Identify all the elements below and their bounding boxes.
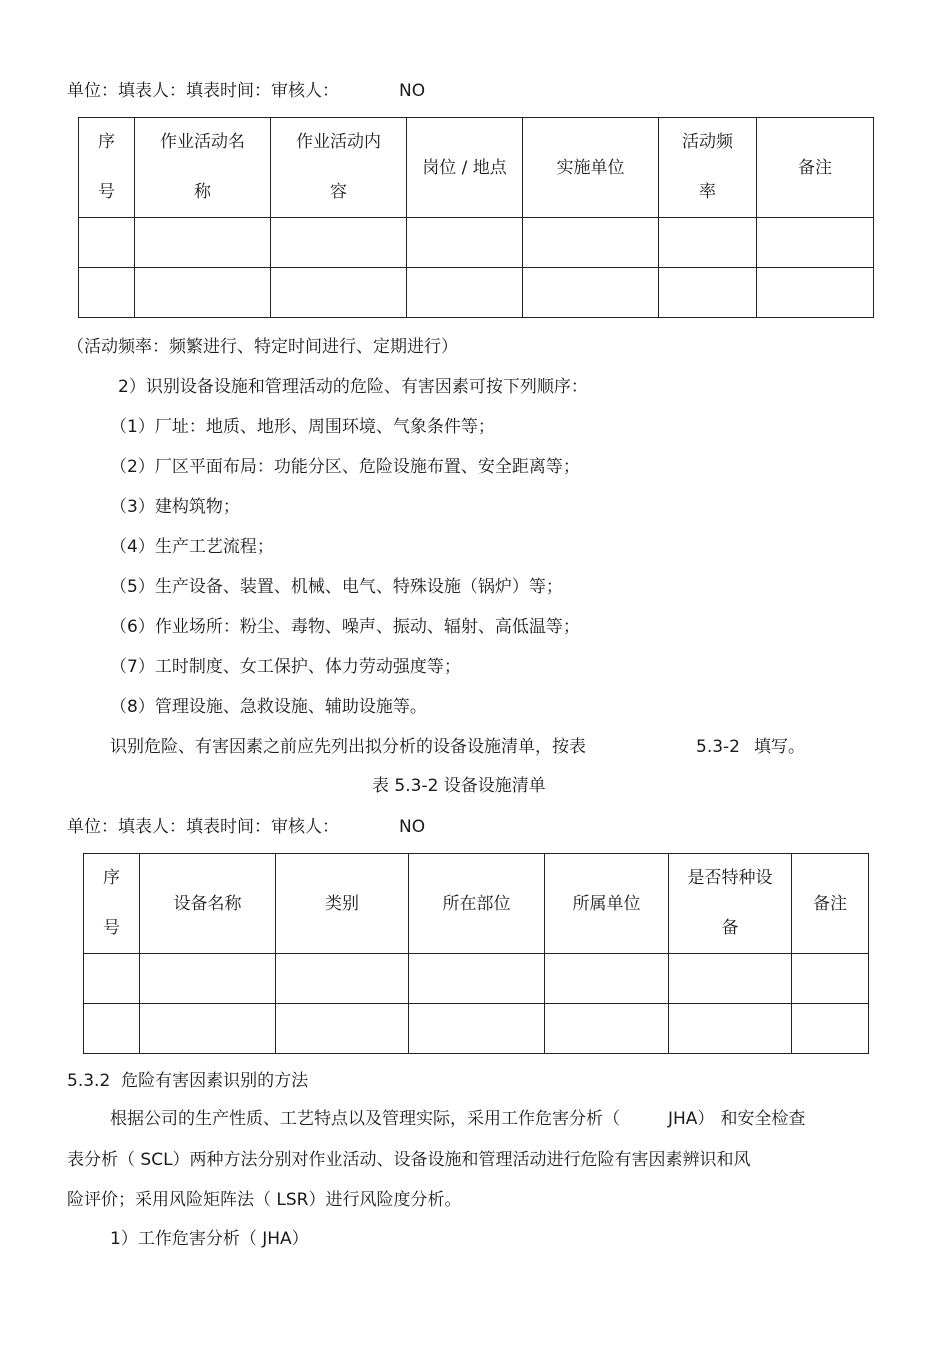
header-cell-index: 序 号 — [79, 118, 135, 218]
header-cell-remark: 备注 — [757, 118, 874, 218]
table-cell[interactable] — [276, 954, 409, 1004]
table-cell[interactable] — [79, 218, 135, 268]
table-cell[interactable] — [757, 268, 874, 318]
instruction-tail: 填写。 — [754, 737, 805, 757]
form2-meta-no: NO — [399, 817, 426, 837]
table-cell[interactable] — [523, 218, 659, 268]
table-cell[interactable] — [79, 268, 135, 318]
header-cell-location: 所在部位 — [409, 854, 545, 954]
instruction-ref: 5.3-2 — [696, 737, 740, 757]
header-cell-post: 岗位 / 地点 — [407, 118, 523, 218]
list-item: （5）生产设备、装置、机械、电气、特殊设施（锅炉）等； — [110, 577, 563, 597]
table-cell[interactable] — [271, 218, 407, 268]
header-cell-unit: 实施单位 — [523, 118, 659, 218]
table-cell[interactable] — [545, 1004, 669, 1054]
table-cell[interactable] — [669, 1004, 792, 1054]
list-item: （2）厂区平面布局：功能分区、危险设施布置、安全距离等； — [110, 457, 580, 477]
table-cell[interactable] — [276, 1004, 409, 1054]
form2-meta-label: 单位：填表人：填表时间：审核人： — [67, 817, 339, 837]
list-item: （3）建构筑物； — [110, 497, 240, 517]
header-cell-category: 类别 — [276, 854, 409, 954]
table-cell[interactable] — [409, 1004, 545, 1054]
table-cell[interactable] — [140, 954, 276, 1004]
table-cell[interactable] — [140, 1004, 276, 1054]
table-header-row — [84, 854, 869, 954]
section-number: 5.3.2 — [67, 1071, 111, 1091]
header-cell-activity-name: 作业活动名 称 — [135, 118, 271, 218]
paragraph-line-3: 险评价；采用风险矩阵法（ LSR）进行风险度分析。 — [67, 1190, 462, 1210]
list-item: （7）工时制度、女工保护、体力劳动强度等； — [110, 657, 461, 677]
table-cell[interactable] — [659, 268, 757, 318]
table-cell[interactable] — [84, 954, 140, 1004]
table-cell[interactable] — [135, 268, 271, 318]
intro-line: 2）识别设备设施和管理活动的危险、有害因素可按下列顺序： — [118, 377, 588, 397]
table-row — [84, 954, 869, 1004]
activity-table — [78, 117, 874, 318]
equipment-table — [83, 853, 869, 1054]
header-cell-equipment-name: 设备名称 — [140, 854, 276, 954]
list-item: （1）厂址：地质、地形、周围环境、气象条件等； — [110, 417, 495, 437]
header-cell-activity-content: 作业活动内 容 — [271, 118, 407, 218]
header-cell-index: 序 号 — [84, 854, 140, 954]
frequency-note: （活动频率：频繁进行、特定时间进行、定期进行） — [67, 337, 458, 357]
table-cell[interactable] — [669, 954, 792, 1004]
header-cell-remark: 备注 — [792, 854, 869, 954]
table-cell[interactable] — [792, 1004, 869, 1054]
section-heading — [67, 1070, 308, 1092]
paragraph-line-1: 根据公司的生产性质、工艺特点以及管理实际，采用工作危害分析（ JHA） 和安全检查 — [110, 1109, 806, 1129]
table-cell[interactable] — [407, 218, 523, 268]
paragraph-line-2: 表分析（ SCL）两种方法分别对作业活动、设备设施和管理活动进行危险有害因素辨识和风 — [67, 1150, 751, 1170]
table-cell[interactable] — [757, 218, 874, 268]
table-cell[interactable] — [545, 954, 669, 1004]
sub-heading: 1）工作危害分析（ JHA） — [110, 1229, 309, 1249]
list-item: （8）管理设施、急救设施、辅助设施等。 — [110, 697, 427, 717]
table-cell[interactable] — [271, 268, 407, 318]
table-header-row — [79, 118, 874, 218]
table-cell[interactable] — [407, 268, 523, 318]
table-row — [79, 268, 874, 318]
instruction-text: 识别危险、有害因素之前应先列出拟分析的设备设施清单，按表 — [110, 737, 586, 757]
list-item: （6）作业场所：粉尘、毒物、噪声、振动、辐射、高低温等； — [110, 617, 580, 637]
table-cell[interactable] — [659, 218, 757, 268]
table-cell[interactable] — [84, 1004, 140, 1054]
section-title: 危险有害因素识别的方法 — [121, 1071, 309, 1091]
header-cell-owner-unit: 所属单位 — [545, 854, 669, 954]
table2-caption: 表 5.3-2 设备设施清单 — [372, 776, 546, 796]
table-cell[interactable] — [523, 268, 659, 318]
table-cell[interactable] — [135, 218, 271, 268]
header-cell-special-equipment: 是否特种设 备 — [669, 854, 792, 954]
table-row — [79, 218, 874, 268]
form1-meta-label: 单位：填表人：填表时间：审核人： — [67, 81, 339, 101]
form1-meta-no: NO — [399, 81, 426, 101]
header-cell-frequency: 活动频 率 — [659, 118, 757, 218]
table-cell[interactable] — [792, 954, 869, 1004]
table-row — [84, 1004, 869, 1054]
table-cell[interactable] — [409, 954, 545, 1004]
list-item: （4）生产工艺流程； — [110, 537, 274, 557]
